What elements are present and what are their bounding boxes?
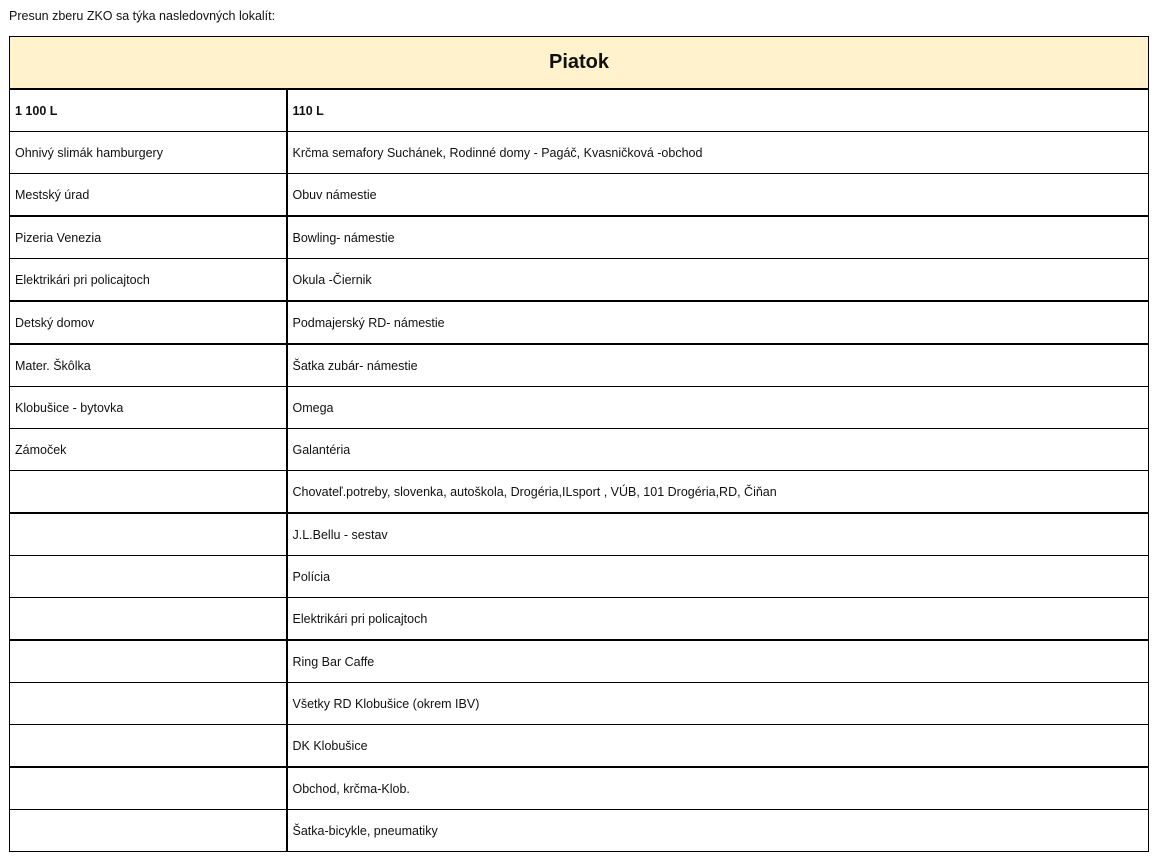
table-row <box>10 132 1149 174</box>
cell-110l: Galantéria <box>287 429 1149 471</box>
cell-110l: Okula -Čiernik <box>287 259 1149 302</box>
cell-1100l: Ohnivý slimák hamburgery <box>10 132 287 174</box>
cell-1100l <box>10 767 287 810</box>
table-row <box>10 810 1149 852</box>
table-row <box>10 640 1149 683</box>
cell-110l: Omega <box>287 387 1149 429</box>
table-row <box>10 598 1149 641</box>
cell-110l: J.L.Bellu - sestav <box>287 513 1149 556</box>
table-row <box>10 387 1149 429</box>
table-row <box>10 683 1149 725</box>
cell-110l: DK Klobušice <box>287 725 1149 768</box>
cell-1100l <box>10 640 287 683</box>
cell-110l: Elektrikári pri policajtoch <box>287 598 1149 641</box>
collection-schedule-table <box>9 36 1149 852</box>
cell-1100l <box>10 725 287 768</box>
table-row <box>10 725 1149 768</box>
cell-1100l <box>10 598 287 641</box>
cell-1100l <box>10 471 287 514</box>
table-row <box>10 513 1149 556</box>
column-header-1100l: 1 100 L <box>10 89 287 132</box>
table-row <box>10 216 1149 259</box>
cell-1100l: Mater. Škôlka <box>10 344 287 387</box>
cell-110l: Všetky RD Klobušice (okrem IBV) <box>287 683 1149 725</box>
cell-1100l: Zámoček <box>10 429 287 471</box>
table-row <box>10 344 1149 387</box>
cell-1100l: Klobušice - bytovka <box>10 387 287 429</box>
table-row <box>10 301 1149 344</box>
cell-110l: Ring Bar Caffe <box>287 640 1149 683</box>
table-row <box>10 767 1149 810</box>
cell-110l: Obchod, krčma-Klob. <box>287 767 1149 810</box>
cell-1100l: Mestský úrad <box>10 174 287 217</box>
cell-110l: Obuv námestie <box>287 174 1149 217</box>
cell-1100l: Pizeria Venezia <box>10 216 287 259</box>
cell-1100l: Detský domov <box>10 301 287 344</box>
table-row <box>10 174 1149 217</box>
table-row <box>10 471 1149 514</box>
day-title: Piatok <box>10 37 1149 90</box>
cell-110l: Chovateľ.potreby, slovenka, autoškola, Drogéria,ILsport , VÚB, 101 Drogéria,RD, Čiňan <box>287 471 1149 514</box>
column-header-110l: 110 L <box>287 89 1149 132</box>
cell-110l: Polícia <box>287 556 1149 598</box>
table-row <box>10 429 1149 471</box>
cell-1100l <box>10 683 287 725</box>
cell-1100l <box>10 556 287 598</box>
cell-1100l <box>10 810 287 852</box>
cell-110l: Bowling- námestie <box>287 216 1149 259</box>
table-row <box>10 259 1149 302</box>
intro-text: Presun zberu ZKO sa týka nasledovných lokalít: <box>9 9 276 23</box>
cell-1100l <box>10 513 287 556</box>
cell-110l: Podmajerský RD- námestie <box>287 301 1149 344</box>
table-row <box>10 556 1149 598</box>
cell-110l: Šatka zubár- námestie <box>287 344 1149 387</box>
cell-110l: Krčma semafory Suchánek, Rodinné domy - Pagáč, Kvasničková -obchod <box>287 132 1149 174</box>
cell-1100l: Elektrikári pri policajtoch <box>10 259 287 302</box>
cell-110l: Šatka-bicykle, pneumatiky <box>287 810 1149 852</box>
